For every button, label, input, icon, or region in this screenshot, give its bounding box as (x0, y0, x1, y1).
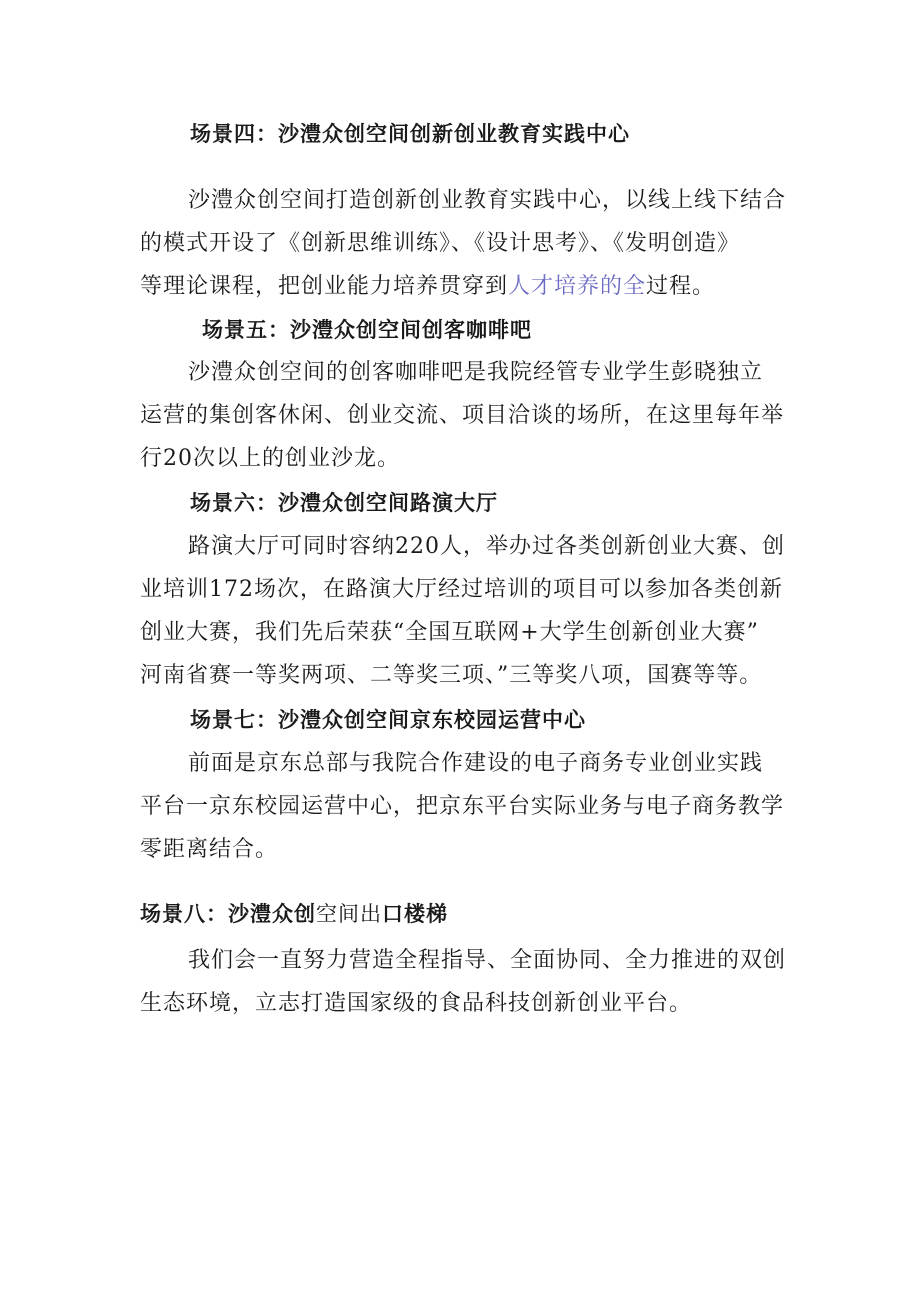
heading-scene-7: 场景七：沙澧众创空间京东校园运营中心 (190, 708, 586, 732)
heading-scene-4: 场景四：沙澧众创空间创新创业教育实践中心 (190, 122, 630, 146)
paragraph-line: 创业大赛，我们先后荣获“全国互联网+大学生创新创业大赛” (140, 620, 759, 645)
heading-scene-6: 场景六：沙澧众创空间路演大厅 (190, 491, 498, 515)
paragraph-segment: 等理论课程，把创业能力培养贯穿到 (140, 274, 509, 299)
paragraph-segment: 过程。 (646, 274, 716, 299)
paragraph-line: 平台一京东校园运营中心，把京东平台实际业务与电子商务教学 (140, 794, 785, 819)
paragraph-line: 路演大厅可同时容纳220人，举办过各类创新创业大赛、创 (188, 534, 785, 559)
heading-scene-8 (140, 899, 448, 929)
paragraph-line-with-link (140, 272, 715, 302)
heading-segment: 口楼梯 (382, 902, 448, 926)
paragraph-line: 零距离结合。 (140, 837, 279, 862)
paragraph-line: 河南省赛一等奖两项、二等奖三项、”三等奖八项，国赛等等。 (140, 663, 763, 688)
paragraph-line: 前面是京东总部与我院合作建设的电子商务专业创业实践 (188, 751, 764, 776)
paragraph-line: 的模式开设了《创新思维训练》、《设计思考》、《发明创造》 (140, 231, 741, 256)
paragraph-line: 运营的集创客休闲、创业交流、项目洽谈的场所，在这里每年举 (140, 403, 785, 428)
paragraph-line: 沙澧众创空间的创客咖啡吧是我院经管专业学生彭晓独立 (188, 360, 764, 385)
paragraph-line: 业培训172场次，在路演大厅经过培训的项目可以参加各类创新 (140, 577, 783, 602)
paragraph-line: 沙澧众创空间打造创新创业教育实践中心，以线上线下结合 (188, 188, 787, 213)
paragraph-line: 我们会一直努力营造全程指导、全面协同、全力推进的双创 (188, 948, 787, 973)
heading-scene-5: 场景五：沙澧众创空间创客咖啡吧 (202, 318, 532, 342)
heading-segment: 场景八：沙澧众创 (140, 902, 316, 926)
highlighted-text: 人才培养的全 (508, 274, 647, 299)
heading-segment: 空间出 (316, 902, 382, 926)
paragraph-line: 生态环境，立志打造国家级的食品科技创新创业平台。 (140, 991, 693, 1016)
paragraph-line: 行20次以上的创业沙龙。 (140, 446, 400, 471)
